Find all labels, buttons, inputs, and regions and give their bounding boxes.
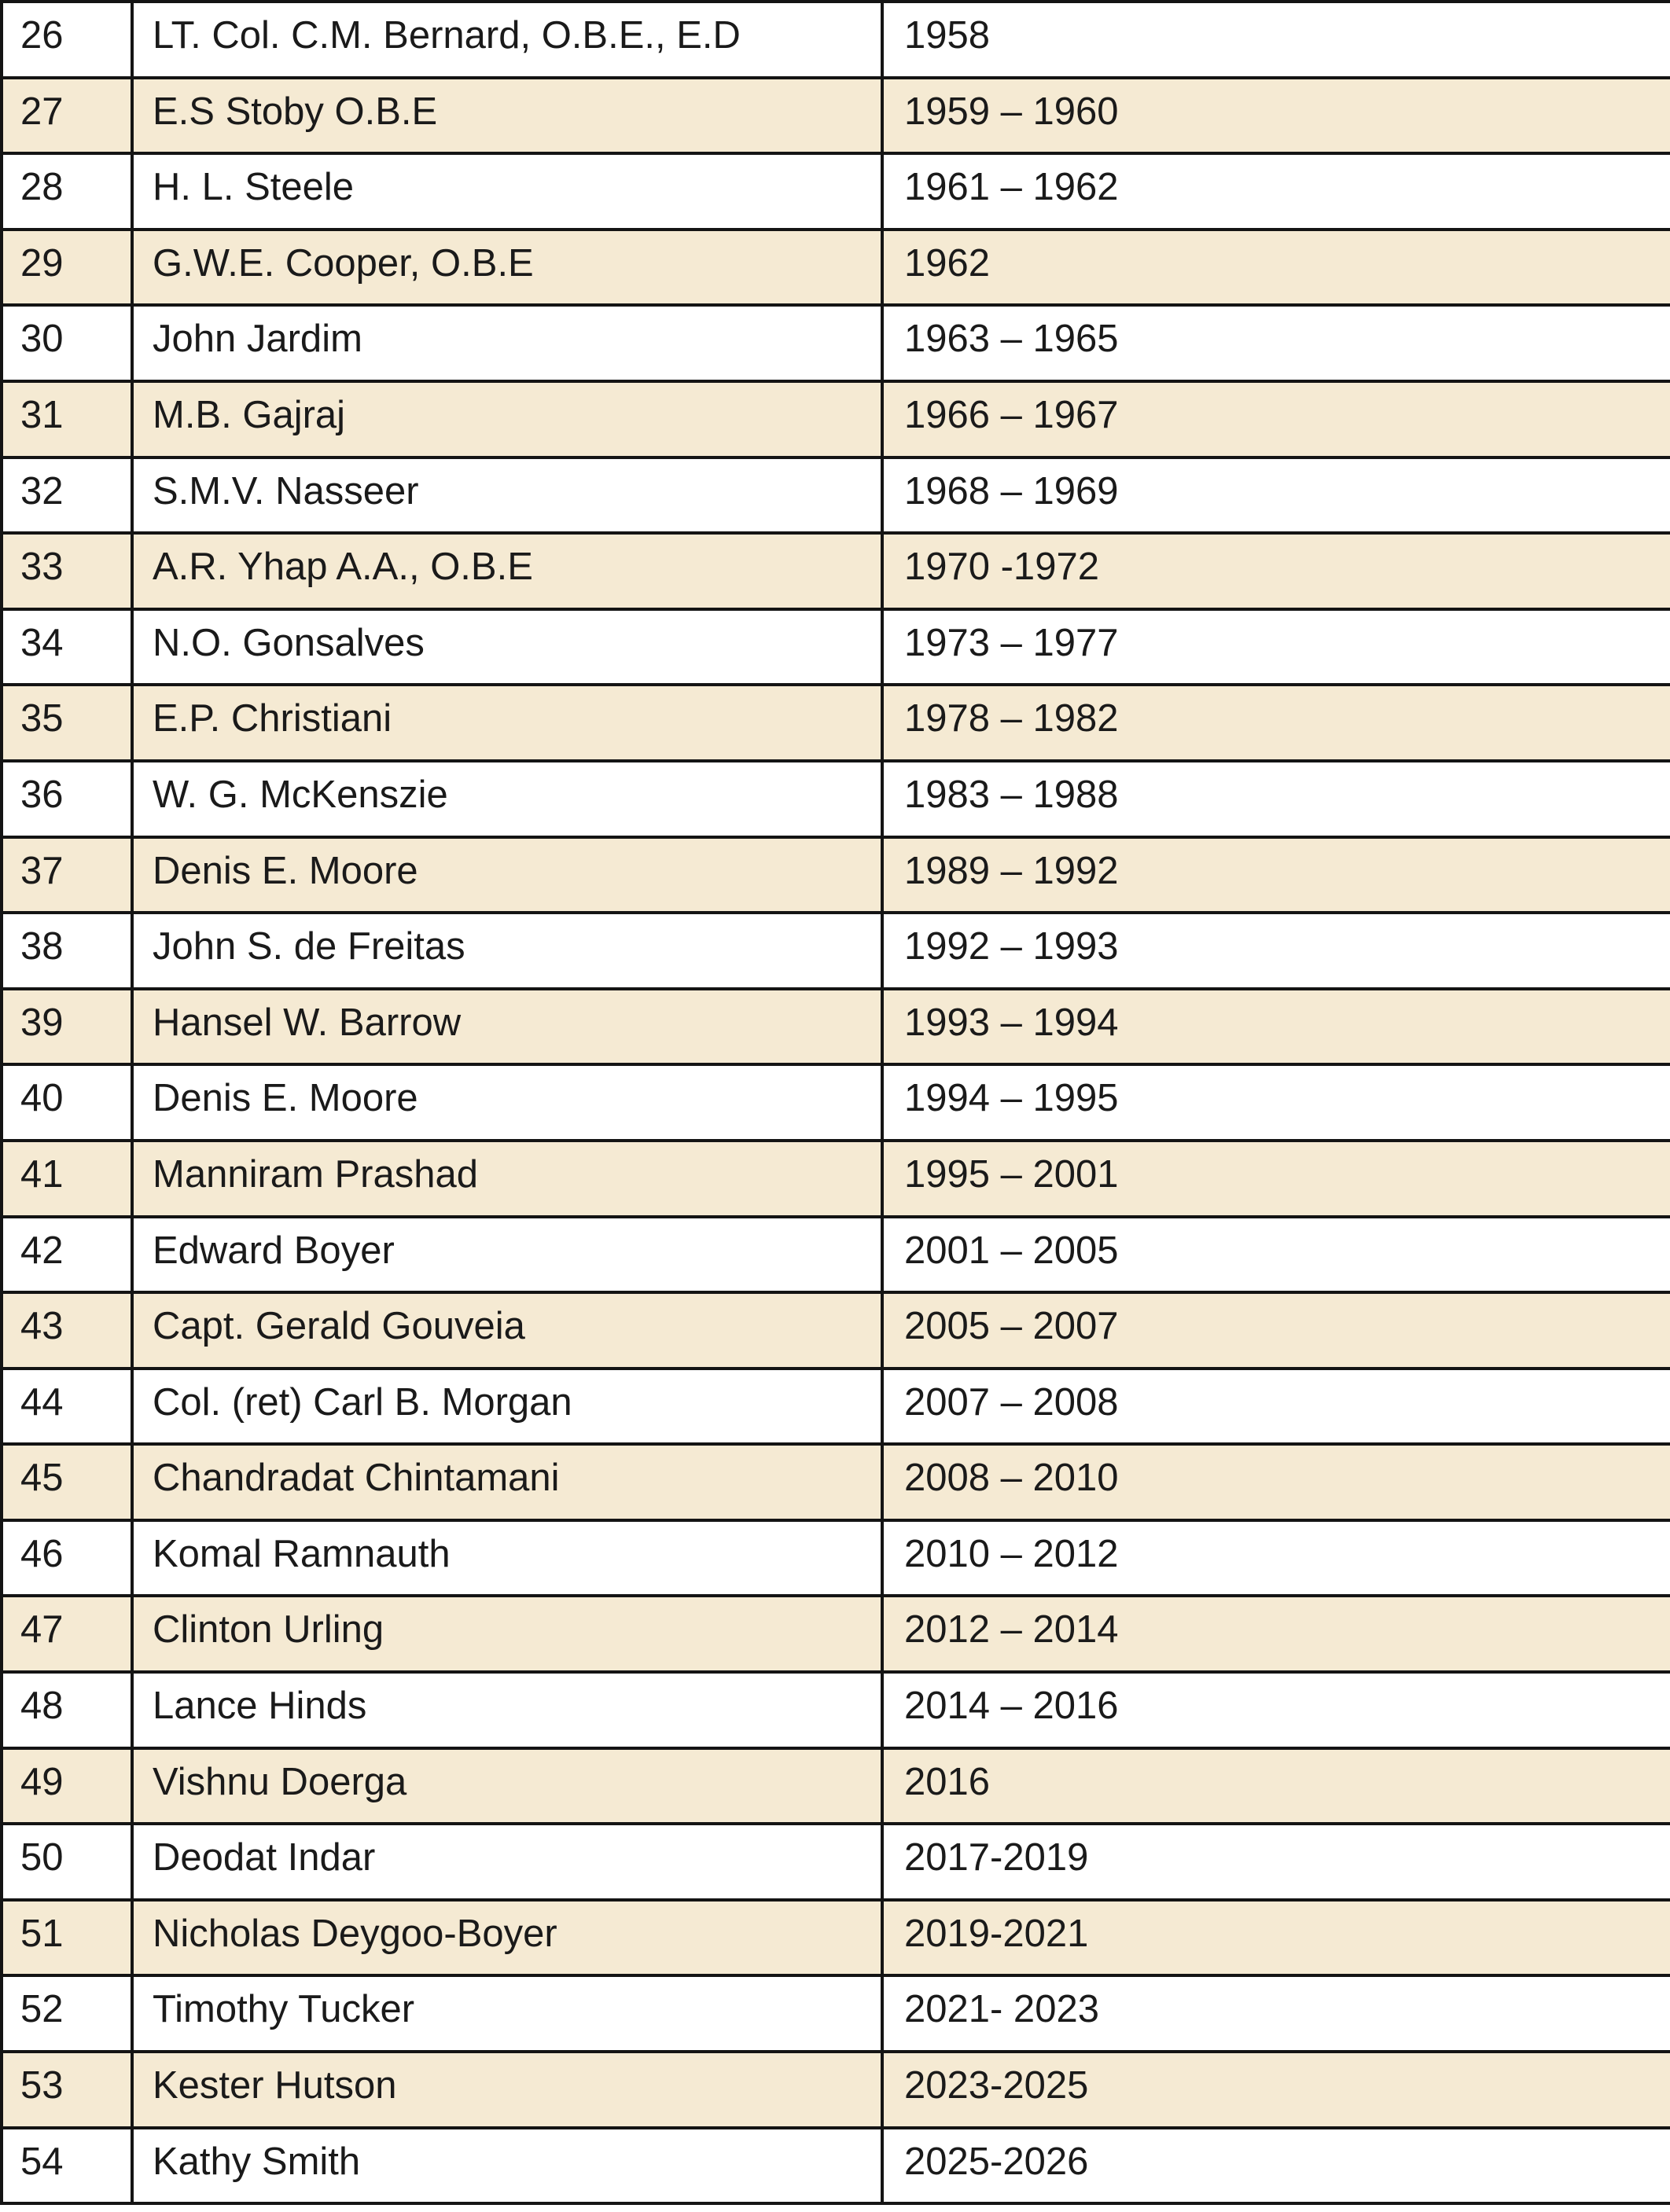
name-cell: E.P. Christiani <box>132 685 882 761</box>
years-cell: 1993 – 1994 <box>882 989 1670 1065</box>
table-row <box>2 837 1670 913</box>
name-cell: LT. Col. C.M. Bernard, O.B.E., E.D <box>132 2 882 78</box>
years-cell: 1983 – 1988 <box>882 761 1670 837</box>
name-cell: Manniram Prashad <box>132 1141 882 1217</box>
years-cell: 2016 <box>882 1748 1670 1824</box>
table-row <box>2 1064 1670 1141</box>
row-number-cell: 50 <box>2 1824 132 1900</box>
years-cell: 2005 – 2007 <box>882 1292 1670 1369</box>
row-number-cell: 43 <box>2 1292 132 1369</box>
years-cell: 1959 – 1960 <box>882 78 1670 154</box>
years-cell: 2014 – 2016 <box>882 1672 1670 1748</box>
years-cell: 1992 – 1993 <box>882 913 1670 989</box>
table-row <box>2 1369 1670 1445</box>
name-cell: M.B. Gajraj <box>132 381 882 457</box>
row-number-cell: 37 <box>2 837 132 913</box>
table-row <box>2 1292 1670 1369</box>
years-cell: 2017-2019 <box>882 1824 1670 1900</box>
table-row <box>2 153 1670 230</box>
name-cell: W. G. McKenszie <box>132 761 882 837</box>
table-row <box>2 1217 1670 1293</box>
table-row <box>2 1141 1670 1217</box>
row-number-cell: 54 <box>2 2128 132 2204</box>
table-row <box>2 533 1670 609</box>
row-number-cell: 45 <box>2 1444 132 1520</box>
row-number-cell: 31 <box>2 381 132 457</box>
table-row <box>2 1520 1670 1597</box>
table-row <box>2 1748 1670 1824</box>
name-cell: Edward Boyer <box>132 1217 882 1293</box>
name-cell: Timothy Tucker <box>132 1975 882 2052</box>
table-row <box>2 989 1670 1065</box>
name-cell: Vishnu Doerga <box>132 1748 882 1824</box>
years-cell: 1963 – 1965 <box>882 305 1670 381</box>
name-cell: E.S Stoby O.B.E <box>132 78 882 154</box>
years-cell: 1994 – 1995 <box>882 1064 1670 1141</box>
years-cell: 2023-2025 <box>882 2052 1670 2128</box>
name-cell: John Jardim <box>132 305 882 381</box>
table-row <box>2 1975 1670 2052</box>
table-row <box>2 1672 1670 1748</box>
row-number-cell: 48 <box>2 1672 132 1748</box>
table-body <box>2 2 1670 2203</box>
years-cell: 2021- 2023 <box>882 1975 1670 2052</box>
row-number-cell: 30 <box>2 305 132 381</box>
name-cell: Col. (ret) Carl B. Morgan <box>132 1369 882 1445</box>
row-number-cell: 52 <box>2 1975 132 2052</box>
name-cell: Nicholas Deygoo-Boyer <box>132 1900 882 1976</box>
name-cell: Lance Hinds <box>132 1672 882 1748</box>
years-cell: 1968 – 1969 <box>882 457 1670 534</box>
years-cell: 1961 – 1962 <box>882 153 1670 230</box>
table-row <box>2 1900 1670 1976</box>
table-row <box>2 609 1670 685</box>
name-cell: Denis E. Moore <box>132 837 882 913</box>
name-cell: Hansel W. Barrow <box>132 989 882 1065</box>
years-cell: 2025-2026 <box>882 2128 1670 2204</box>
years-cell: 1989 – 1992 <box>882 837 1670 913</box>
row-number-cell: 33 <box>2 533 132 609</box>
row-number-cell: 38 <box>2 913 132 989</box>
row-number-cell: 36 <box>2 761 132 837</box>
table-row <box>2 913 1670 989</box>
name-cell: G.W.E. Cooper, O.B.E <box>132 230 882 306</box>
table-row <box>2 2052 1670 2128</box>
years-cell: 1995 – 2001 <box>882 1141 1670 1217</box>
row-number-cell: 46 <box>2 1520 132 1597</box>
name-cell: H. L. Steele <box>132 153 882 230</box>
table-row <box>2 230 1670 306</box>
name-cell: S.M.V. Nasseer <box>132 457 882 534</box>
name-cell: Capt. Gerald Gouveia <box>132 1292 882 1369</box>
row-number-cell: 32 <box>2 457 132 534</box>
table-row <box>2 381 1670 457</box>
row-number-cell: 49 <box>2 1748 132 1824</box>
table-row <box>2 305 1670 381</box>
name-cell: John S. de Freitas <box>132 913 882 989</box>
name-cell: N.O. Gonsalves <box>132 609 882 685</box>
years-cell: 2010 – 2012 <box>882 1520 1670 1597</box>
row-number-cell: 47 <box>2 1596 132 1672</box>
years-cell: 2001 – 2005 <box>882 1217 1670 1293</box>
row-number-cell: 35 <box>2 685 132 761</box>
row-number-cell: 42 <box>2 1217 132 1293</box>
name-cell: Denis E. Moore <box>132 1064 882 1141</box>
name-cell: Clinton Urling <box>132 1596 882 1672</box>
table-row <box>2 1824 1670 1900</box>
name-cell: A.R. Yhap A.A., O.B.E <box>132 533 882 609</box>
name-cell: Deodat Indar <box>132 1824 882 1900</box>
name-cell: Kathy Smith <box>132 2128 882 2204</box>
row-number-cell: 27 <box>2 78 132 154</box>
years-cell: 1962 <box>882 230 1670 306</box>
name-cell: Komal Ramnauth <box>132 1520 882 1597</box>
years-cell: 1958 <box>882 2 1670 78</box>
row-number-cell: 39 <box>2 989 132 1065</box>
years-cell: 1973 – 1977 <box>882 609 1670 685</box>
years-cell: 2008 – 2010 <box>882 1444 1670 1520</box>
table-row <box>2 761 1670 837</box>
row-number-cell: 44 <box>2 1369 132 1445</box>
years-cell: 1970 -1972 <box>882 533 1670 609</box>
row-number-cell: 34 <box>2 609 132 685</box>
name-cell: Chandradat Chintamani <box>132 1444 882 1520</box>
years-cell: 2007 – 2008 <box>882 1369 1670 1445</box>
row-number-cell: 28 <box>2 153 132 230</box>
years-cell: 2019-2021 <box>882 1900 1670 1976</box>
table-row <box>2 2128 1670 2204</box>
row-number-cell: 40 <box>2 1064 132 1141</box>
years-cell: 1966 – 1967 <box>882 381 1670 457</box>
table-row <box>2 78 1670 154</box>
row-number-cell: 53 <box>2 2052 132 2128</box>
table-row <box>2 2 1670 78</box>
table-row <box>2 457 1670 534</box>
years-cell: 2012 – 2014 <box>882 1596 1670 1672</box>
table-row <box>2 1596 1670 1672</box>
row-number-cell: 26 <box>2 2 132 78</box>
row-number-cell: 29 <box>2 230 132 306</box>
table-row <box>2 685 1670 761</box>
row-number-cell: 41 <box>2 1141 132 1217</box>
years-cell: 1978 – 1982 <box>882 685 1670 761</box>
table-row <box>2 1444 1670 1520</box>
name-cell: Kester Hutson <box>132 2052 882 2128</box>
row-number-cell: 51 <box>2 1900 132 1976</box>
